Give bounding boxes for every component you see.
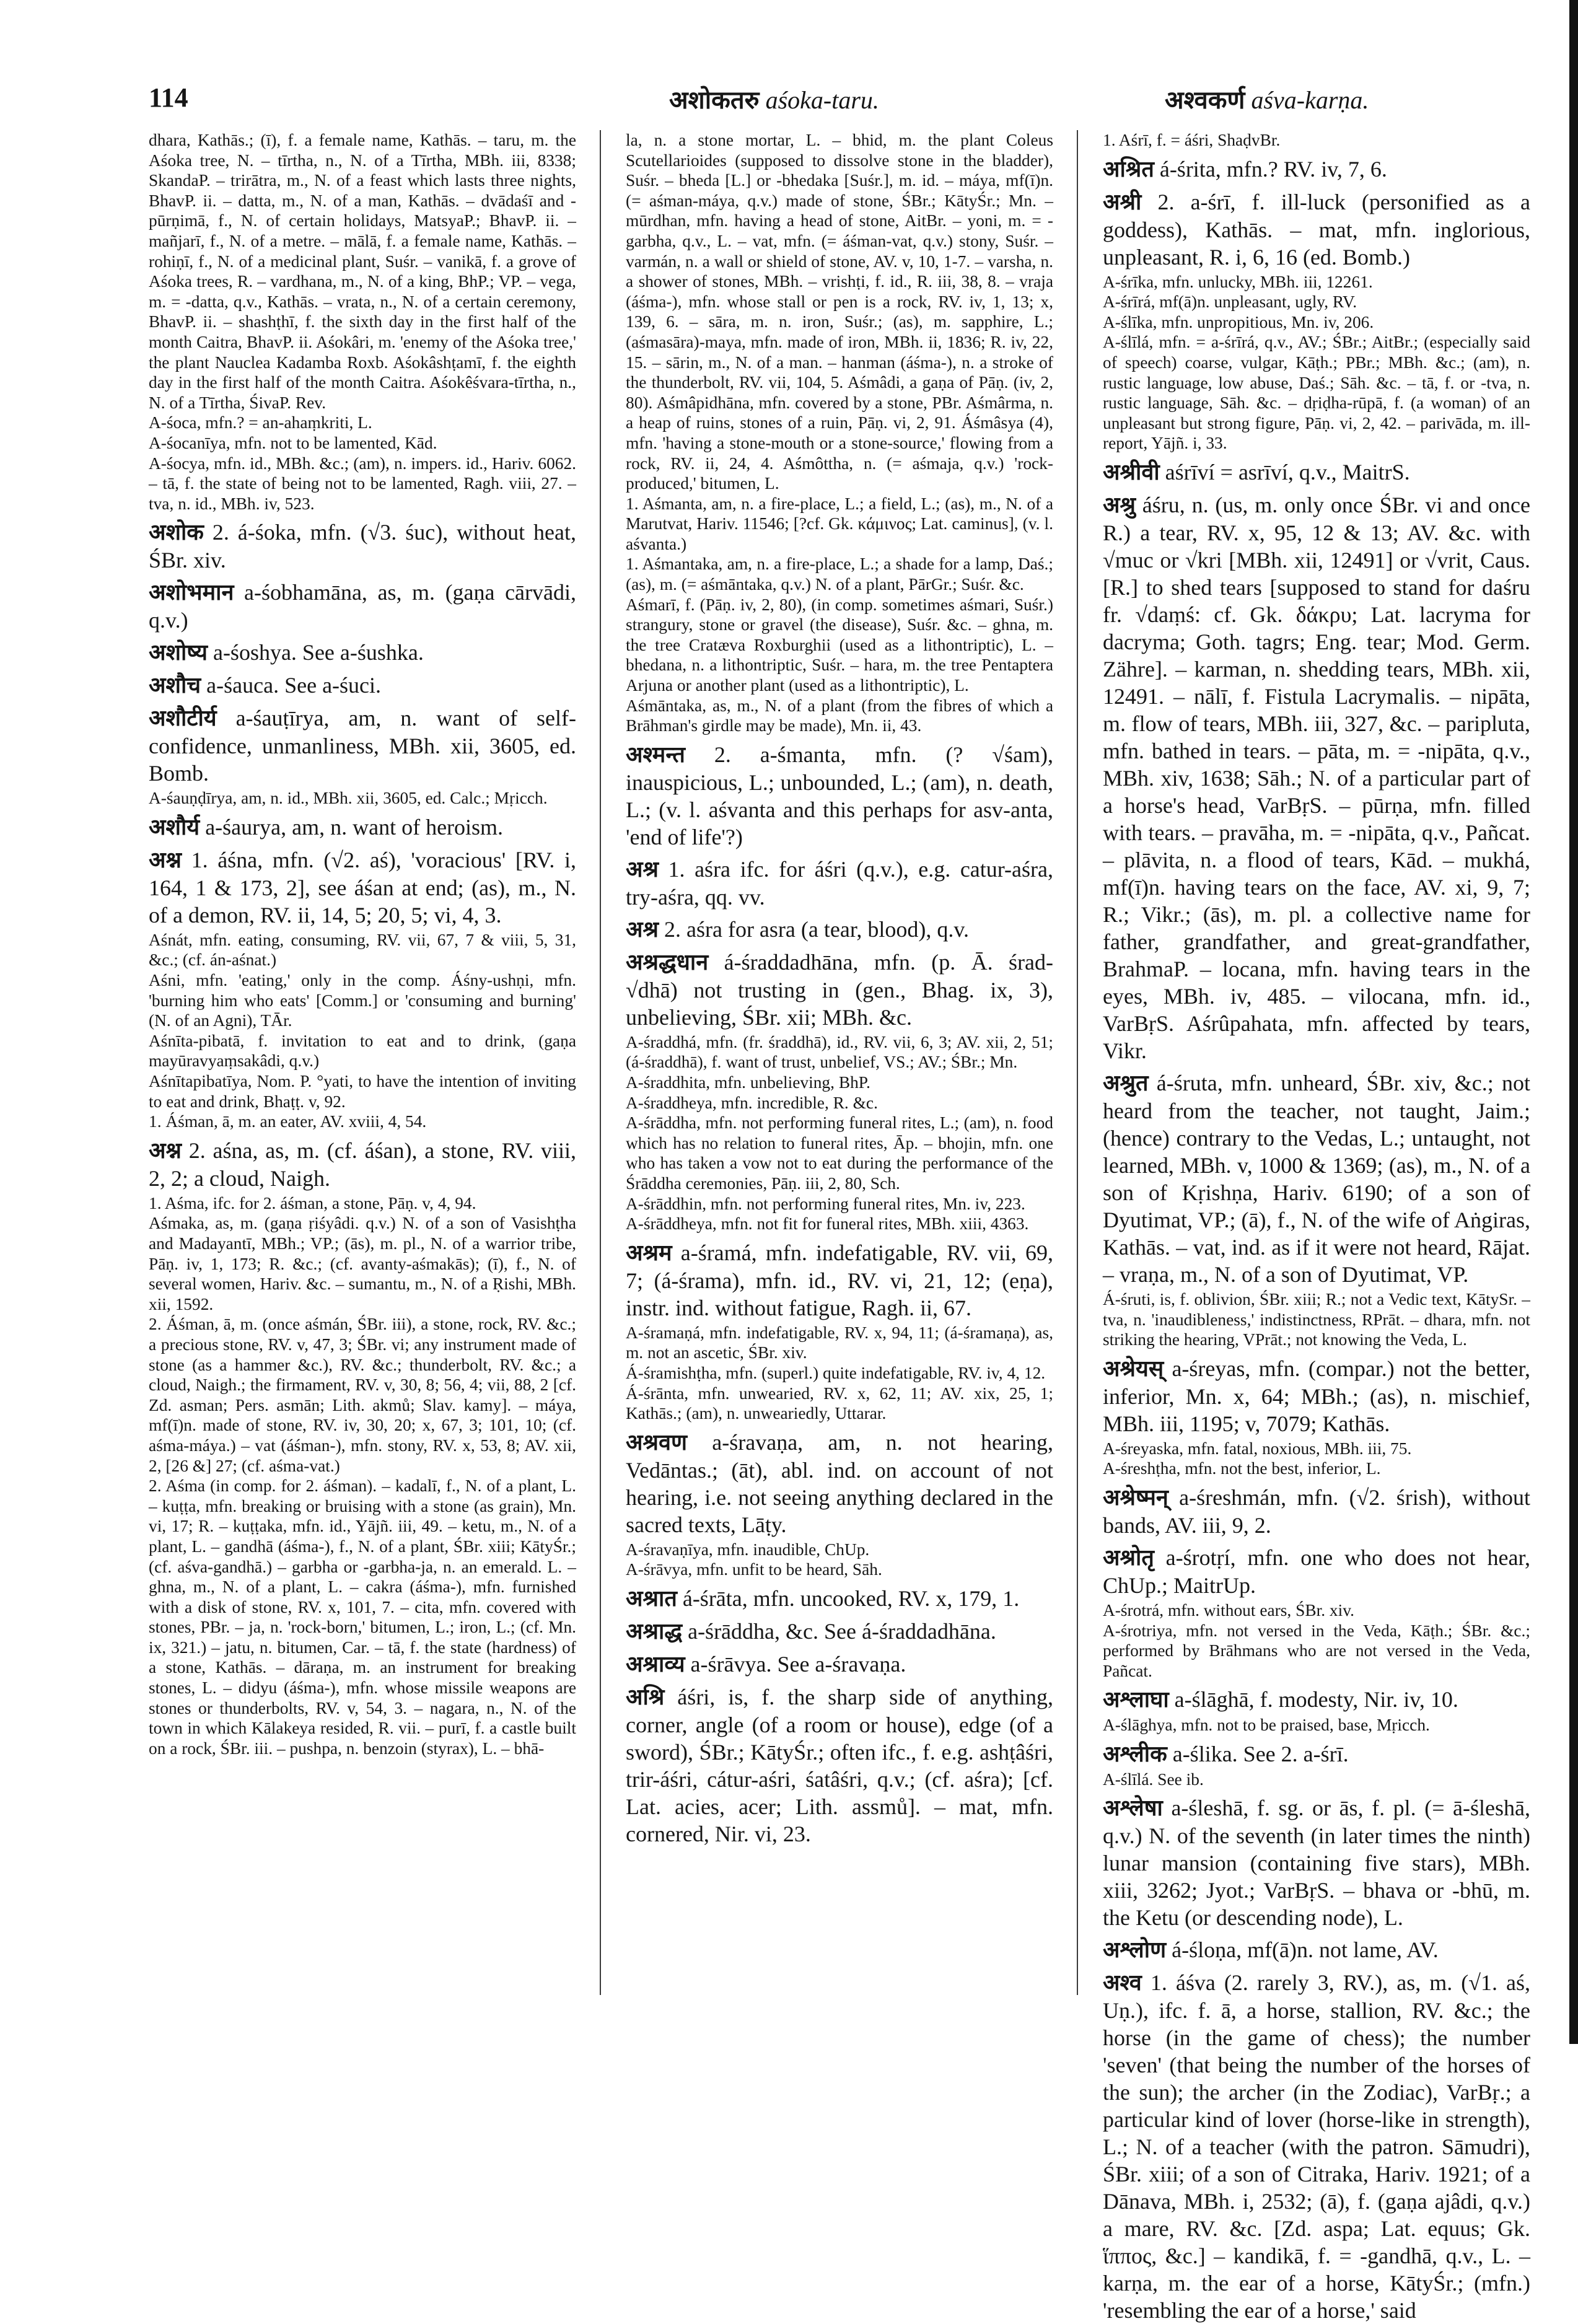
entry-text: a-śrāvya. See a-śravaṇa.	[685, 1651, 906, 1677]
entry-paragraph: Aśmaka, as, m. (gaṇa ṛiśyâdi. q.v.) N. of a son of Vasishṭha and Madayantī, MBh.; VP.; (ās), m. pl., N. of a warrior tribe, Pāṇ. iv, 1, 173; R. &c.; (cf. avanty-aśmakās); (ī), f., N. of several women, Hariv. &c. – sumantu, m., N. of a Ṛishi, MBh. xii, 1592.	[149, 1214, 576, 1313]
headword-entry	[149, 639, 576, 667]
entry-paragraph: A-śraddhita, mfn. unbelieving, BhP.	[626, 1073, 870, 1092]
entry-paragraph: A-śrāddheya, mfn. not fit for funeral rites, MBh. xiii, 4363.	[626, 1214, 1029, 1234]
headword-entry	[1103, 458, 1530, 486]
entry-text: a-śrotṛí, mfn. one who does not hear, ChUp.; MaitrUp.	[1103, 1545, 1530, 1598]
entry-paragraph: A-śramaṇá, mfn. indefatigable, RV. x, 94, 11; (á-śramaṇa), as, m. not an ascetic, ŚBr. xiv.	[626, 1323, 1053, 1362]
headword-devanagari: अश्रुत	[1103, 1070, 1149, 1096]
headword-devanagari: अश्रेयस्	[1103, 1356, 1164, 1382]
entry-text: 1. áśna, mfn. (√2. aś), 'voracious' [RV. i, 164, 1 & 173, 2], see áśan at end; (as), m., N. of a demon, RV. ii, 14, 5; 20, 5; vi, 4, 3.	[149, 847, 576, 927]
headword-devanagari: अश्रवण	[626, 1429, 688, 1455]
entry-paragraph: A-śocanīya, mfn. not to be lamented, Kād.	[149, 433, 437, 452]
entry-paragraph: A-śauṇḍīrya, am, n. id., MBh. xii, 3605, ed. Calc.; Mṛicch.	[149, 789, 548, 808]
headword-devanagari: अशोष्य	[149, 640, 208, 666]
entry-paragraph: la, n. a stone mortar, L. – bhid, m. the plant Coleus Scutellarioides (supposed to dissolve stone in the bladder), Suśr. – bheda [L.] or -bhedaka [Suśr.], m. id. – máya, mf(ī)n. (= aśman-máya, q.v.) made of stone, ŚBr.; KātyŚr.; Mn. – mūrdhan, mfn. having a head of stone, AitBr. – yoni, m. = -garbha, q.v., L. – vat, mfn. (= áśman-vat, q.v.) stony, Suśr. – varmán, n. a wall or shield of stone, AV. v, 10, 1-7. – varsha, n. a shower of stones, MBh. – vrishṭi, f. id., R. iii, 38, 8. – vraja (áśma-), mfn. whose stall or pen is a rock, RV. iv, 1, 13; x, 139, 6. – sāra, m. n. iron, Suśr.; (as), m. sapphire, L.; (aśmasāra)-maya, mfn. made of iron, MBh. ii, 1836; R. iv, 22, 15. – sārin, m., N. of a man. – hanman (áśma-), n. a stroke of the thunderbolt, RV. vii, 104, 5. Aśmâdi, a gaṇa of Pāṇ. (iv, 2, 80). Aśmâpidhāna, mfn. covered by a stone, PBr. Aśmârma, n. a heap of ruins, stones of a ruin, Pāṇ. vi, 2, 91. Áśmâsya (4), mfn. 'having a stone-mouth or a stone-source,' flowing from a rock, RV. ii, 24, 4. Aśmôttha, n. (= aśmaja, q.v.) 'rock-produced,' bitumen, L.	[626, 131, 1053, 493]
left-guide-devanagari: अशोकतरु	[669, 86, 760, 115]
entry-paragraph: Aśmarī, f. (Pāṇ. iv, 2, 80), (in comp. sometimes aśmari, Suśr.) strangury, stone or gravel (the disease), Suśr. &c. – ghna, m. the tree Cratæva Roxburghii (used as a lithontriptic), L. – bhedana, n. a lithontriptic, Suśr. – hara, m. the tree Pentaptera Arjuna or another plant (used as a lithontriptic), L.	[626, 595, 1053, 695]
headword-devanagari: अश्र	[626, 856, 659, 882]
entry-text: áśri, is, f. the sharp side of anything, corner, angle (of a room or house), edge (of a sword), ŚBr.; KātyŚr.; often ifc., f. e.g. ashṭâśri, trir-áśri, cátur-aśri, śatâśri, q.v.; (cf. aśra); [cf. Lat. acies, acer; Lith. assmů]. – mat, mfn. cornered, Nir. vi, 23.	[626, 1684, 1053, 1846]
text-columns	[149, 130, 1536, 2323]
headword-devanagari: अशौर्य	[149, 814, 200, 840]
entry-text: a-śauca. See a-śuci.	[201, 673, 382, 698]
headword-entry	[626, 1239, 1053, 1322]
entry-paragraph: 2. Aśma (in comp. for 2. áśman). – kadalī, f., N. of a plant, L. – kuṭṭa, mfn. breaking or bruising with a stone (as grain), Mn. vi, 17; R. – kuṭṭaka, mfn. id., Yājñ. iii, 49. – ketu, m., N. of a plant, L. – gandhā (áśma-), f., N. of a plant, ŚBr. xiii; KātyŚr.; (cf. aśva-gandhā.) – garbha or -garbha-ja, n. an emerald. L. – ghna, m., N. of a plant, L. – cakra (áśma-), mfn. furnished with a disk of stone, RV. x, 101, 7. – cita, mfn. covered with stones, PBr. – ja, n. 'rock-born,' bitumen, L.; iron, L.; (cf. Mn. ix, 321.) – jatu, n. bitumen, Car. – tā, f. the state (hardness) of a stone, Kathās. – dāraṇa, m. an instrument for breaking stones, L. – didyu (áśma-), mfn. whose missile weapons are stones or thunderbolts, RV. v, 54, 3. – nagara, n., N. of the town in which Kālakeya resided, R. vii. – purī, f. a castle built on a rock, ŚBr. iii. – pushpa, n. benzoin (styrax), L. – bhā-	[149, 1476, 576, 1758]
headword-entry	[1103, 188, 1530, 271]
entry-text: a-ślāghā, f. modesty, Nir. iv, 10.	[1168, 1687, 1458, 1712]
headword-devanagari: अश्रम	[626, 1240, 672, 1266]
entry-paragraph: A-śocya, mfn. id., MBh. &c.; (am), n. impers. id., Hariv. 6062. – tā, f. the state of being not to be lamented, Ragh. viii, 27. – tva, n. id., MBh. iv, 523.	[149, 454, 576, 513]
entry-text: 2. á-śoka, mfn. (√3. śuc), without heat, ŚBr. xiv.	[149, 520, 576, 573]
headword-devanagari: अश्रित	[1103, 156, 1154, 182]
column-left	[149, 130, 576, 2007]
entry-text: á-śruta, mfn. unheard, ŚBr. xiv, &c.; not heard from the teacher, not taught, Jaim.; (hence) contrary to the Vedas, L.; untaught, not learned, MBh. v, 1000 & 1369; (as), m., N. of a son of Kṛishṇa, Hariv. 6190; of a son of Dyutimat, VP.; (ā), f., N. of the wife of Aṅgiras, Kathās. – vat, ind. as if it were not heard, Rājat. – vraṇa, m., N. of a son of Dyutimat, VP.	[1103, 1070, 1530, 1287]
entry-text: 2. a-śmanta, mfn. (? √śam), inauspicious, L.; unbounded, L.; (am), n. death, L.; (v. l. aśvanta and this perhaps for asv-anta, 'end of life'?)	[626, 742, 1053, 849]
page-header	[149, 82, 1536, 125]
entry-paragraph: A-ślāghya, mfn. not to be praised, base, Mṛicch.	[1103, 1716, 1430, 1735]
entry-paragraph: A-śrāddhin, mfn. not performing funeral rites, Mn. iv, 223.	[626, 1194, 1025, 1213]
entry-paragraph: 1. Áśman, ā, m. an eater, AV. xviii, 4, 54.	[149, 1112, 427, 1131]
headword-entry	[1103, 1936, 1530, 1964]
headword-entry	[626, 741, 1053, 851]
headword-devanagari: अश्रात	[626, 1585, 677, 1611]
headword-devanagari: अश्न	[149, 1138, 182, 1164]
headword-devanagari: अश्री	[1103, 189, 1142, 215]
headword-devanagari: अश्व	[1103, 1970, 1142, 1996]
entry-text: a-śravaṇa, am, n. not hearing, Vedāntas.; (āt), abl. ind. on account of not hearing, i.e. not seeing anything declared in the sacred texts, Lāṭy.	[626, 1429, 1053, 1537]
headword-entry	[1103, 156, 1530, 183]
entry-paragraph: Á-śrānta, mfn. unwearied, RV. x, 62, 11; AV. xix, 25, 1; Kathās.; (am), n. unweariedly, Uttarar.	[626, 1383, 1053, 1423]
entry-text: a-śauṭīrya, am, n. want of self-confidence, unmanliness, MBh. xii, 3605, ed. Bomb.	[149, 706, 576, 786]
entry-paragraph: 2. Áśman, ā, m. (once aśmán, ŚBr. iii), a stone, rock, RV. &c.; a precious stone, RV. v, 47, 3; ŚBr. vi; any instrument made of stone (as a hammer &c.), RV. &c.; thunderbolt, RV. &c.; a cloud, Naigh.; the firmament, RV. v, 30, 8; 56, 4; vii, 88, 2 [cf. Zd. asman; Pers. asmān; Lith. akmů; Slav. kamy]. – máya, mf(ī)n. made of stone, RV. iv, 30, 20; x, 67, 3; 101, 10; (cf. aśma-máya.) – vat (áśman-), mfn. stony, RV. x, 53, 8; AV. xii, 2, [26 &] 27; (cf. aśma-vat.)	[149, 1315, 576, 1475]
entry-paragraph: dhara, Kathās.; (ī), f. a female name, Kathās. – taru, m. the Aśoka tree, N. – tīrtha, n., N. of a Tīrtha, MBh. iii, 8338; SkandaP. – trirātra, m., N. of a feast which lasts three nights, BhavP. ii. – datta, m., N. of a man, Kathās. – dvādaśī and -pūrṇimā, f., N. of certain holidays, MatsyaP.; BhavP. ii. – mañjarī, f., N. of a metre. – mālā, f. a female name, Kathās. – rohiṇī, f., N. of a medicinal plant, Suśr. – vanikā, f. a grove of Aśoka trees, R. – vardhana, m., N. of a king, BhP.; VP. – vega, m. = -datta, q.v., Kathās. – vrata, n., N. of a certain ceremony, BhavP. ii. – shashṭhī, f. the sixth day in the first half of the month Caitra, BhavP. ii. Aśokâri, m. 'enemy of the Aśoka tree,' the plant Nauclea Kadamba Roxb. Aśokâshṭamī, f. the eighth day in the first half of the month Caitra. Aśokêśvara-tīrtha, n., N. of a Tīrtha, ŚivaP. Rev.	[149, 131, 576, 412]
entry-paragraph: 1. Aśmantaka, am, n. a fire-place, L.; a shade for a lamp, Daś.; (as), m. (= aśmāntaka, q.v.) N. of a plant, PārGr.; Suśr. &c.	[626, 555, 1053, 594]
entry-text: á-śloṇa, mf(ā)n. not lame, AV.	[1166, 1937, 1439, 1963]
entry-text: aśrīví = asrīví, q.v., MaitrS.	[1159, 459, 1410, 485]
entry-text: a-śleshā, f. sg. or ās, f. pl. (= ā-śleshā, q.v.) N. of the seventh (in later times the ninth) lunar mansion (containing five stars), MBh. xiii, 3262; Jyot.; VarBṛS. – bhava or -bhū, m. the Ketu (or descending node), L.	[1103, 1796, 1530, 1931]
entry-text: a-śaurya, am, n. want of heroism.	[199, 814, 504, 840]
headword-devanagari: अश्लोण	[1103, 1937, 1167, 1963]
headword-devanagari: अश्रि	[626, 1684, 665, 1710]
headword-devanagari: अश्रीवी	[1103, 459, 1160, 485]
headword-entry	[1103, 1794, 1530, 1931]
headword-entry	[626, 1618, 1053, 1646]
headword-entry	[1103, 1069, 1530, 1288]
right-guide-roman: aśva-karṇa.	[1251, 86, 1369, 114]
entry-paragraph: A-śrīka, mfn. unlucky, MBh. iii, 12261.	[1103, 272, 1373, 291]
left-guide-roman: aśoka-taru.	[765, 86, 879, 114]
headword-devanagari: अशौटीर्य	[149, 706, 217, 732]
entry-paragraph: A-śrotriya, mfn. not versed in the Veda, Kāṭh.; ŚBr. &c.; performed by Brāhmans who are not versed in the Veda, Pañcat.	[1103, 1621, 1530, 1680]
entry-paragraph: Aśmāntaka, as, m., N. of a plant (from the fibres of which a Brāhman's girdle may be made), Mn. ii, 43.	[626, 696, 1053, 735]
entry-text: á-śrita, mfn.? RV. iv, 7, 6.	[1154, 156, 1387, 182]
headword-entry	[149, 813, 576, 841]
entry-paragraph: Aśnītapibatīya, Nom. P. °yati, to have the intention of inviting to eat and drink, Bhaṭṭ. v, 92.	[149, 1072, 576, 1111]
entry-text: a-śramá, mfn. indefatigable, RV. vii, 69, 7; (á-śrama), mfn. id., RV. vi, 21, 12; (eṇa), instr. ind. without fatigue, Ragh. ii, 67.	[626, 1240, 1053, 1320]
headword-entry	[1103, 1484, 1530, 1539]
entry-paragraph: 1. Aśrī, f. = áśri, ShaḍvBr.	[1103, 131, 1281, 149]
entry-paragraph: A-śoca, mfn.? = an-ahaṃkriti, L.	[149, 413, 372, 432]
entry-text: a-ślika. See 2. a-śrī.	[1167, 1741, 1349, 1766]
headword-entry	[626, 1429, 1053, 1538]
entry-text: 1. aśra ifc. for áśri (q.v.), e.g. catur-aśra, try-aśra, qq. vv.	[626, 856, 1053, 910]
headword-entry	[1103, 1740, 1530, 1768]
entry-paragraph: 1. Aśmanta, am, n. a fire-place, L.; a field, L.; (as), m., N. of a Marutvat, Hariv. 11546; [?cf. Gk. κάμινος; Lat. caminus], (v. l. aśvanta.)	[626, 494, 1053, 553]
entry-text: 2. aśra for asra (a tear, blood), q.v.	[659, 916, 970, 942]
entry-paragraph: A-śraddhá, mfn. (fr. śraddhā), id., RV. vii, 6, 3; AV. xii, 2, 51; (á-śraddhā), f. want of trust, unbelief, VS.; AV.; ŚBr.; Mn.	[626, 1032, 1053, 1072]
entry-text: a-śreshmán, mfn. (√2. śrish), without bands, AV. iii, 9, 2.	[1103, 1484, 1530, 1538]
headword-entry	[149, 579, 576, 634]
entry-paragraph: Aśnát, mfn. eating, consuming, RV. vii, 67, 7 & viii, 5, 31, &c.; (cf. án-aśnat.)	[149, 930, 576, 970]
headword-entry	[626, 1585, 1053, 1613]
entry-text: a-śrāddha, &c. See á-śraddadhāna.	[682, 1618, 996, 1644]
headword-devanagari: अश्लाघा	[1103, 1687, 1169, 1713]
right-guide-word	[1165, 82, 1369, 116]
entry-paragraph: A-śreshṭha, mfn. not the best, inferior, L.	[1103, 1459, 1381, 1478]
entry-paragraph: A-śrāvya, mfn. unfit to be heard, Sāh.	[626, 1560, 882, 1579]
entry-paragraph: A-śrāddha, mfn. not performing funeral rites, L.; (am), n. food which has no relation to funeral rites, Āp. – bhojin, mfn. one who has taken a vow not to eat during the performance of the Śrāddha ceremonies, Pāṇ. iii, 2, 80, Sch.	[626, 1113, 1053, 1193]
headword-entry	[1103, 1969, 1530, 2324]
entry-text: á-śrāta, mfn. uncooked, RV. x, 179, 1.	[677, 1585, 1020, 1611]
headword-devanagari: अशोक	[149, 520, 204, 546]
entry-text: á-śraddadhāna, mfn. (p. Ā. śrad-√dhā) not trusting in (gen., Bhag. ix, 3), unbelieving, ŚBr. xii; MBh. &c.	[626, 949, 1053, 1030]
headword-entry	[1103, 1355, 1530, 1437]
headword-entry	[149, 672, 576, 699]
entry-paragraph: A-śrotrá, mfn. without ears, ŚBr. xiv.	[1103, 1600, 1354, 1620]
column-right	[1103, 130, 1530, 2323]
entry-paragraph: 1. Aśma, ifc. for 2. áśman, a stone, Pāṇ. v, 4, 94.	[149, 1193, 476, 1212]
headword-entry	[149, 1137, 576, 1192]
headword-devanagari: अश्रेष्मन्	[1103, 1484, 1168, 1511]
headword-devanagari: अशौच	[149, 673, 201, 699]
scan-edge	[1569, 0, 1578, 2044]
headword-entry	[626, 1683, 1053, 1848]
headword-devanagari: अशोभमान	[149, 580, 234, 606]
entry-paragraph: Aśnīta-pibatā, f. invitation to eat and to drink, (gaṇa mayūravyaṃsakâdi, q.v.)	[149, 1031, 576, 1071]
entry-text: a-śoshya. See a-śushka.	[207, 640, 424, 665]
entry-paragraph: Á-śruti, is, f. oblivion, ŚBr. xiii; R.; not a Vedic text, KātySr. – tva, n. 'inaudibleness,' indistinctness, RPrāt. – dhara, mfn. not striking the hearing, VPrāt.; not knowing the Veda, L.	[1103, 1289, 1530, 1349]
headword-entry	[1103, 491, 1530, 1064]
page-number: 114	[149, 82, 188, 113]
left-guide-word	[669, 82, 879, 116]
entry-paragraph: Aśni, mfn. 'eating,' only in the comp. Áśny-ushṇi, mfn. 'burning him who eats' [Comm.] or 'consuming and burning' (N. of an Agni), TĀr.	[149, 971, 576, 1030]
entry-text: 2. aśna, as, m. (cf. áśan), a stone, RV. viii, 2, 2; a cloud, Naigh.	[149, 1138, 576, 1191]
entry-text: a-śreyas, mfn. (compar.) not the better, inferior, Mn. x, 64; MBh.; (as), n. mischief, MBh. iii, 1195; v, 7079; Kathās.	[1103, 1356, 1530, 1436]
entry-paragraph: A-śreyaska, mfn. fatal, noxious, MBh. iii, 75.	[1103, 1439, 1412, 1458]
headword-entry	[1103, 1544, 1530, 1599]
headword-entry	[149, 704, 576, 787]
headword-entry	[626, 856, 1053, 911]
column-middle	[626, 130, 1053, 2007]
headword-devanagari: अश्मन्त	[626, 742, 685, 768]
right-guide-devanagari: अश्वकर्ण	[1165, 86, 1245, 115]
entry-paragraph: A-ślīka, mfn. unpropitious, Mn. iv, 206.	[1103, 312, 1374, 331]
headword-devanagari: अश्लेषा	[1103, 1796, 1163, 1822]
headword-entry	[1103, 1686, 1530, 1714]
headword-entry	[149, 519, 576, 574]
entry-text: 2. a-śrī, f. ill-luck (personified as a goddess), Kathās. – mat, mfn. inglorious, unpleasant, R. i, 6, 16 (ed. Bomb.)	[1103, 189, 1530, 270]
entry-text: a-śobhamāna, as, m. (gaṇa cārvādi, q.v.)	[149, 580, 576, 633]
headword-entry	[149, 846, 576, 929]
entry-text: áśru, n. (us, m. only once ŚBr. vi and once R.) a tear, RV. x, 95, 12 & 13; AV. &c. with √muc or √kri [MBh. xii, 12491] or √vrit, Caus. [R.] to shed tears [supposed to stand for daśru fr. √daṃś: cf. Gk. δάκρυ; Lat. lacryma for dacryma; Goth. tagrs; Eng. tear; Mod. Germ. Zähre]. – karman, n. shedding tears, MBh. xii, 12491. – nālī, f. Fistula Lacrymalis. – nipāta, m. flow of tears, MBh. iii, 327, &c. – paripluta, mfn. bathed in tears. – pāta, m. = -nipāta, q.v., MBh. xiv, 1638; Sāh.; N. of a particular part of a horse's head, VarBṛS. – pūrṇa, mfn. filled with tears. – pravāha, m. = -nipāta, q.v., Pañcat. – plāvita, n. a flood of tears, Kād. – mukhá, mf(ī)n. having tears on the face, AV. xi, 9, 7; R.; Vikr.; (ās), m. pl. a collective name for father, grandfather, and great-grandfather, BrahmaP. – locana, mfn. having tears in the eyes, MBh. iv, 485. – vilocana, mfn. id., VarBṛS. Aśrûpahata, mfn. affected by tears, Vikr.	[1103, 492, 1530, 1063]
headword-devanagari: अश्रद्धधान	[626, 949, 709, 975]
headword-devanagari: अश्र	[626, 916, 659, 942]
headword-devanagari: अश्लीक	[1103, 1741, 1167, 1767]
headword-entry	[626, 916, 1053, 944]
entry-paragraph: A-śrīrá, mf(ā)n. unpleasant, ugly, RV.	[1103, 292, 1357, 312]
headword-entry	[626, 1651, 1053, 1678]
entry-paragraph: A-ślīlá. See ib.	[1103, 1769, 1204, 1789]
entry-paragraph: A-śravaṇīya, mfn. inaudible, ChUp.	[626, 1540, 870, 1559]
headword-devanagari: अश्न	[149, 847, 182, 873]
headword-devanagari: अश्रोतृ	[1103, 1545, 1154, 1571]
entry-paragraph: A-śraddheya, mfn. incredible, R. &c.	[626, 1093, 878, 1112]
headword-devanagari: अश्राव्य	[626, 1651, 685, 1677]
entry-paragraph: Á-śramishṭha, mfn. (superl.) quite indefatigable, RV. iv, 4, 12.	[626, 1363, 1046, 1382]
entry-text: 1. áśva (2. rarely 3, RV.), as, m. (√1. aś, Uṇ.), ifc. f. ā, a horse, stallion, RV. &c.; the horse (in the game of chess); the number 'seven' (that being the number of the horses of the sun); the archer (in the Zodiac), VarBṛ.; a particular kind of lover (horse-like in strength), L.; N. of a teacher (with the patron. Sāmudri), ŚBr. xiii; of a son of Citraka, Hariv. 1921; of a Dānava, MBh. i, 2532; (ā), f. (gaṇa ajâdi, q.v.) a mare, RV. &c. [Zd. aspa; Lat. equus; Gk. ἵππος, &c.] – kandikā, f. = -gandhā, q.v., L. – karṇa, m. the ear of a horse, KātyŚr.; (mfn.) 'resembling the ear of a horse,' said	[1103, 1970, 1530, 2323]
headword-devanagari: अश्रु	[1103, 492, 1136, 518]
entry-paragraph: A-ślīlá, mfn. = a-śrīrá, q.v., AV.; ŚBr.; AitBr.; (especially said of speech) coarse, vulgar, Kāṭh.; PBr.; MBh. &c.; (am), n. rustic language, low abuse, Daś.; Sāh. &c. – tā, f. or -tva, n. rustic language, Sāh. &c. – dṛiḍha-rūpā, f. (a woman) of an unpleasant but strong figure, Pāṇ. vi, 2, 42. – parivāda, m. ill-report, Yājñ. i, 33.	[1103, 333, 1530, 453]
headword-devanagari: अश्राद्ध	[626, 1618, 683, 1644]
headword-entry	[626, 949, 1053, 1031]
